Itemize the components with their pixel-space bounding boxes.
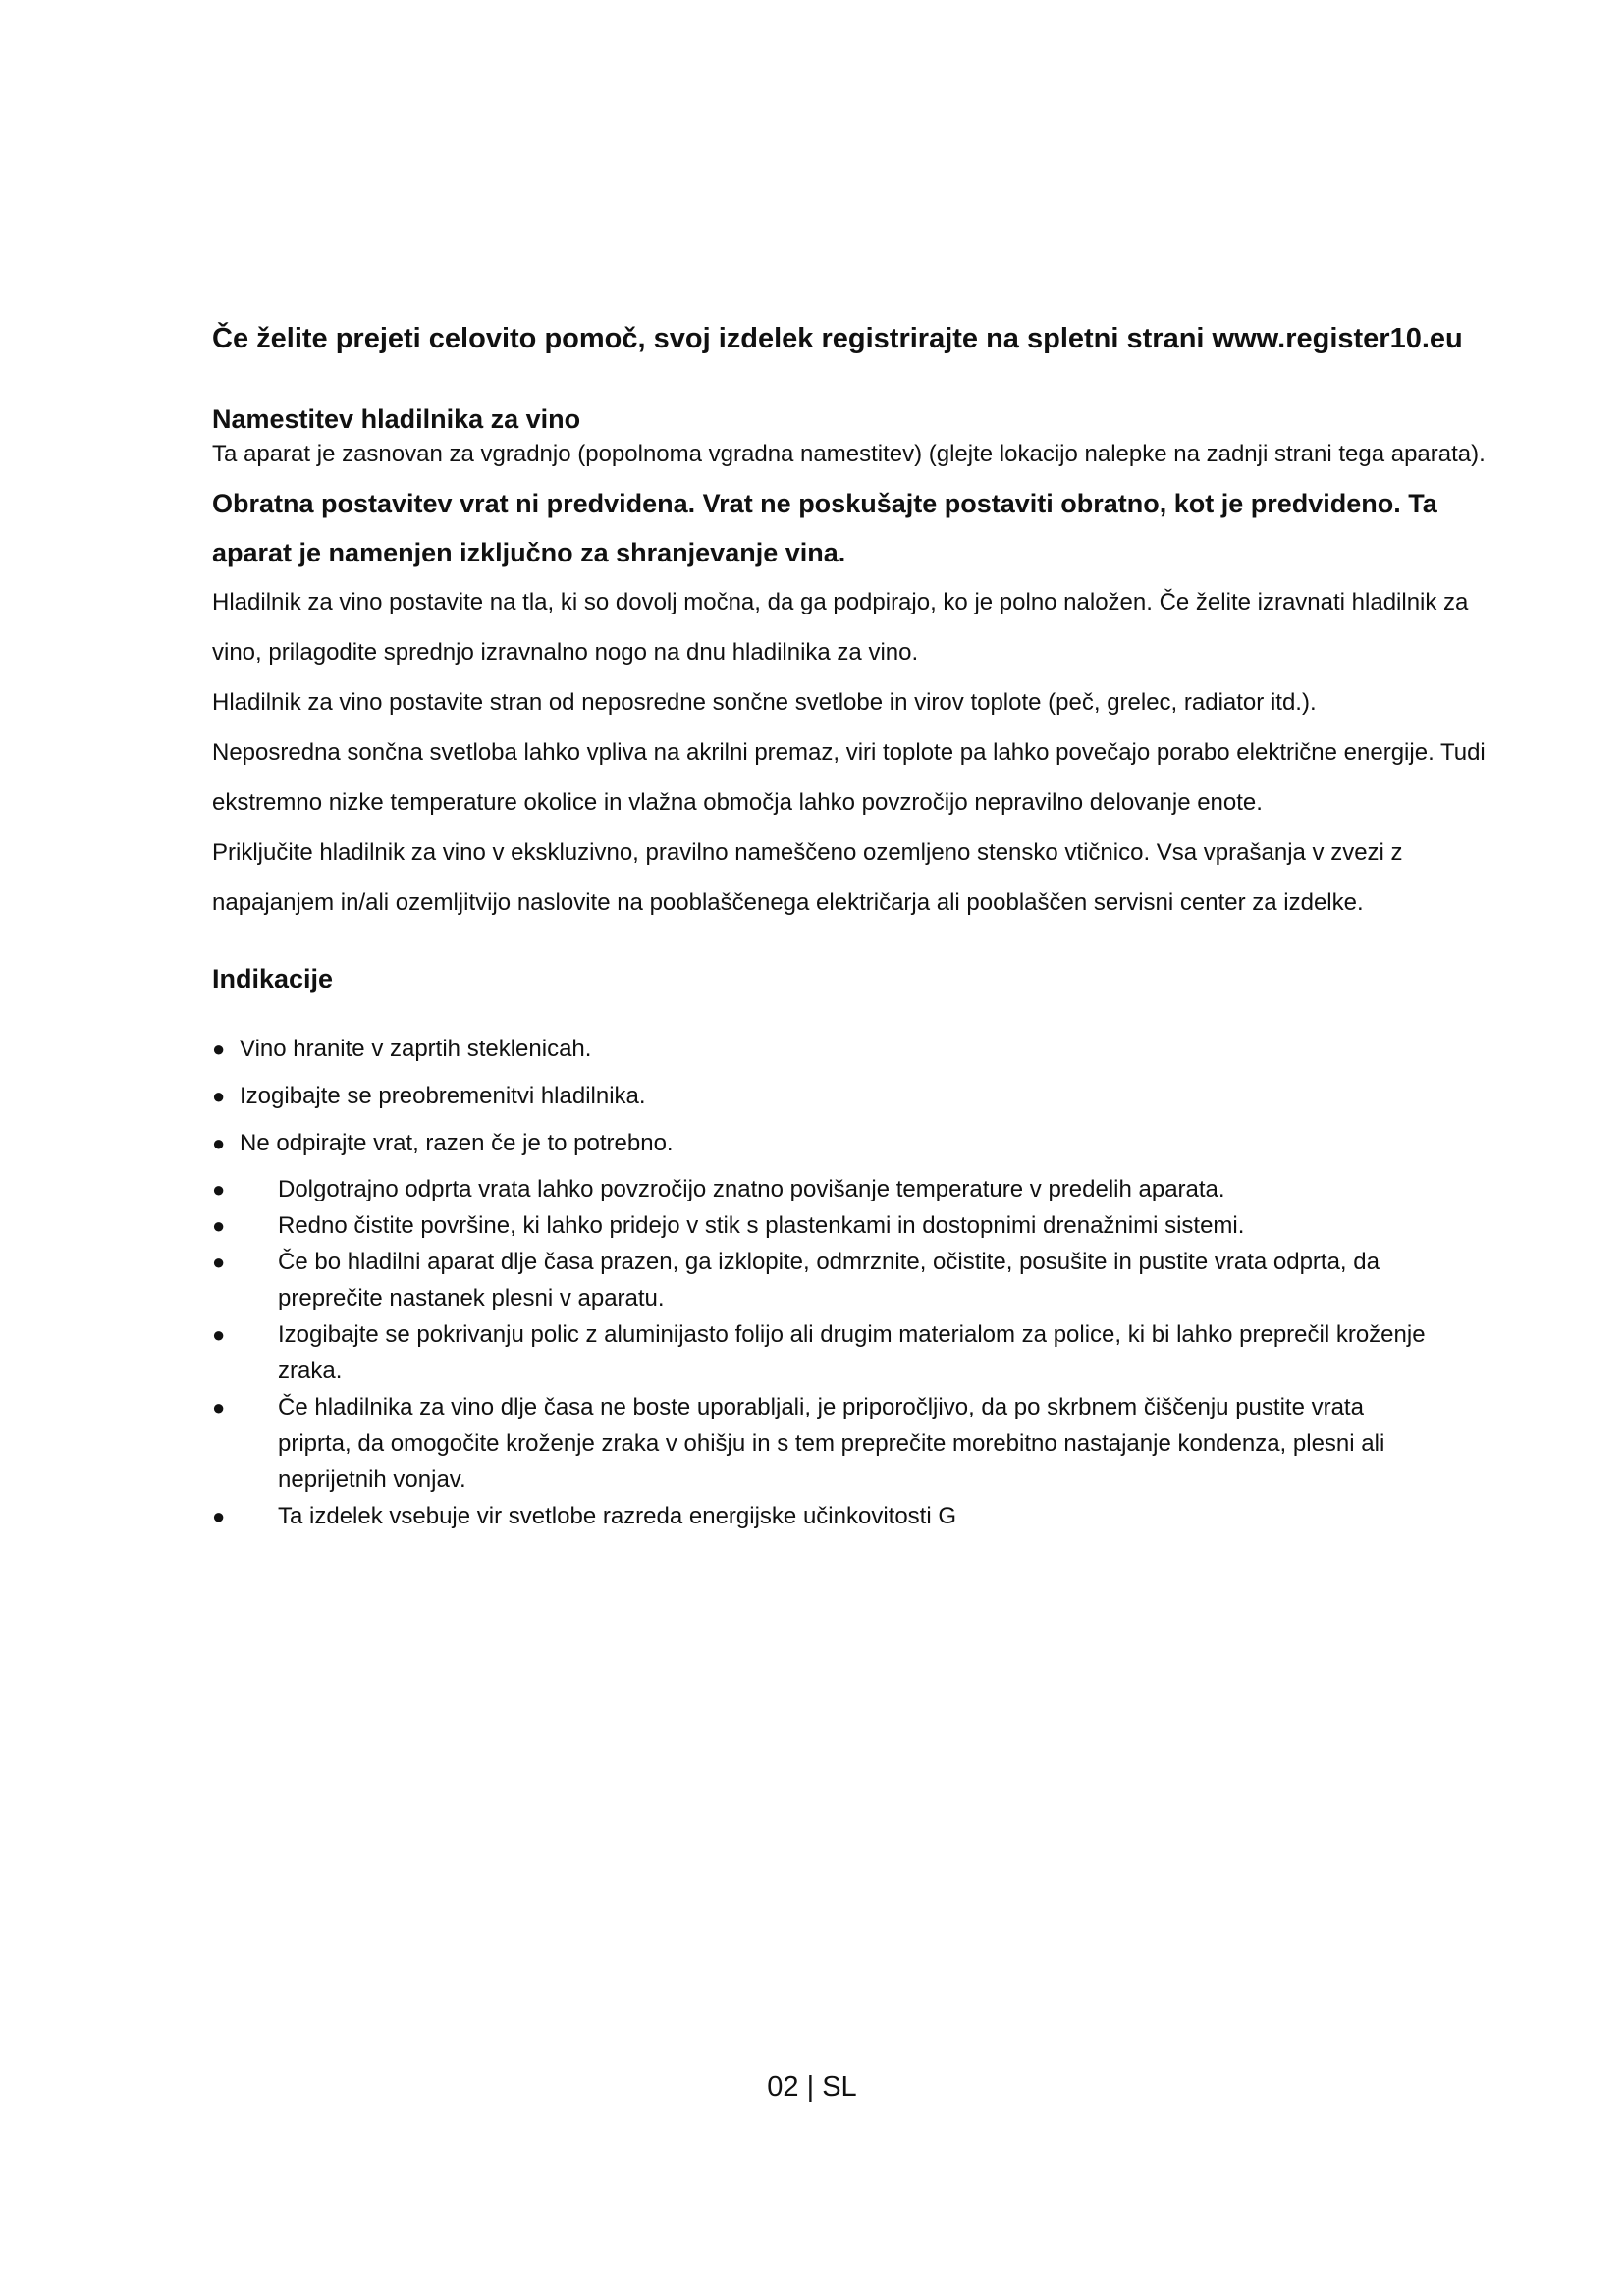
- bullet-icon: ●: [212, 1037, 226, 1061]
- registration-notice: Če želite prejeti celovito pomoč, svoj izdelek registrirajte na spletni strani www.register10.eu: [212, 323, 1463, 354]
- installation-paragraph-1: Ta aparat je zasnovan za vgradnjo (popolnoma vgradna namestitev) (glejte lokacijo nalepke na zadnji strani tega aparata).: [212, 441, 1486, 467]
- installation-heading: Namestitev hladilnika za vino: [212, 404, 581, 434]
- bullet-icon: ●: [212, 1250, 226, 1274]
- list-item: ● Dolgotrajno odprta vrata lahko povzročijo znatno povišanje temperature v predelih aparata.: [212, 1171, 1436, 1207]
- installation-paragraph-3: Hladilnik za vino postavite stran od neposredne sončne svetlobe in virov toplote (peč, grelec, radiator itd.).: [212, 689, 1317, 716]
- bullet-icon: ●: [212, 1131, 226, 1155]
- indications-list-short: [212, 1026, 1489, 1167]
- list-item: ● Redno čistite površine, ki lahko pridejo v stik s plastenkami in dostopnimi drenažnimi sistemi.: [212, 1207, 1436, 1244]
- installation-paragraph-4: Neposredna sončna svetloba lahko vpliva na akrilni premaz, viri toplote pa lahko povečajo porabo električne energije. Tudi ekstremno nizke temperature okolice in vlažna območja lahko povzročijo nepravilno delovanje enote.: [212, 739, 1486, 816]
- door-reversal-warning: Obratna postavitev vrat ni predvidena. Vrat ne poskušajte postaviti obratno, kot je predvideno. Ta aparat je namenjen izključno za shranjevanje vina.: [212, 489, 1437, 567]
- bullet-icon: ●: [212, 1322, 226, 1347]
- indications-heading: Indikacije: [212, 964, 334, 993]
- indications-list-long: [212, 1171, 1489, 1534]
- page-number: 02 | SL: [767, 2071, 857, 2103]
- list-item: ● Ta izdelek vsebuje vir svetlobe razreda energijske učinkovitosti G: [212, 1498, 1436, 1534]
- bullet-icon: ●: [212, 1213, 226, 1238]
- bullet-icon: ●: [212, 1177, 226, 1201]
- installation-paragraph-5: Priključite hladilnik za vino v ekskluzivno, pravilno nameščeno ozemljeno stensko vtičnico. Vsa vprašanja v zvezi z napajanjem in/ali ozemljitvijo naslovite na pooblaščenega električarja ali pooblaščen servisni center za izdelke.: [212, 839, 1403, 916]
- list-item: ● Izogibajte se preobremenitvi hladilnika.: [212, 1073, 1489, 1120]
- list-item: ● Ne odpirajte vrat, razen če je to potrebno.: [212, 1120, 1489, 1167]
- list-item: ● Vino hranite v zaprtih steklenicah.: [212, 1026, 1489, 1073]
- bullet-icon: ●: [212, 1084, 226, 1108]
- bullet-icon: ●: [212, 1504, 226, 1528]
- bullet-icon: ●: [212, 1395, 226, 1419]
- page-content: [212, 319, 1489, 1534]
- list-item: ● Če bo hladilni aparat dlje časa prazen, ga izklopite, odmrznite, očistite, posušite in pustite vrata odprta, da preprečite nastanek plesni v aparatu.: [212, 1244, 1436, 1316]
- installation-paragraph-2: Hladilnik za vino postavite na tla, ki so dovolj močna, da ga podpirajo, ko je polno naložen. Če želite izravnati hladilnik za vino, prilagodite sprednjo izravnalno nogo na dnu hladilnika za vino.: [212, 589, 1469, 666]
- list-item: ● Izogibajte se pokrivanju polic z aluminijasto folijo ali drugim materialom za police, ki bi lahko preprečil kroženje zraka.: [212, 1316, 1436, 1389]
- list-item: ● Če hladilnika za vino dlje časa ne boste uporabljali, je priporočljivo, da po skrbnem čiščenju pustite vrata priprta, da omogočite kroženje zraka v ohišju in s tem preprečite morebitno nastajanje kondenza, plesni ali neprijetnih vonjav.: [212, 1389, 1436, 1498]
